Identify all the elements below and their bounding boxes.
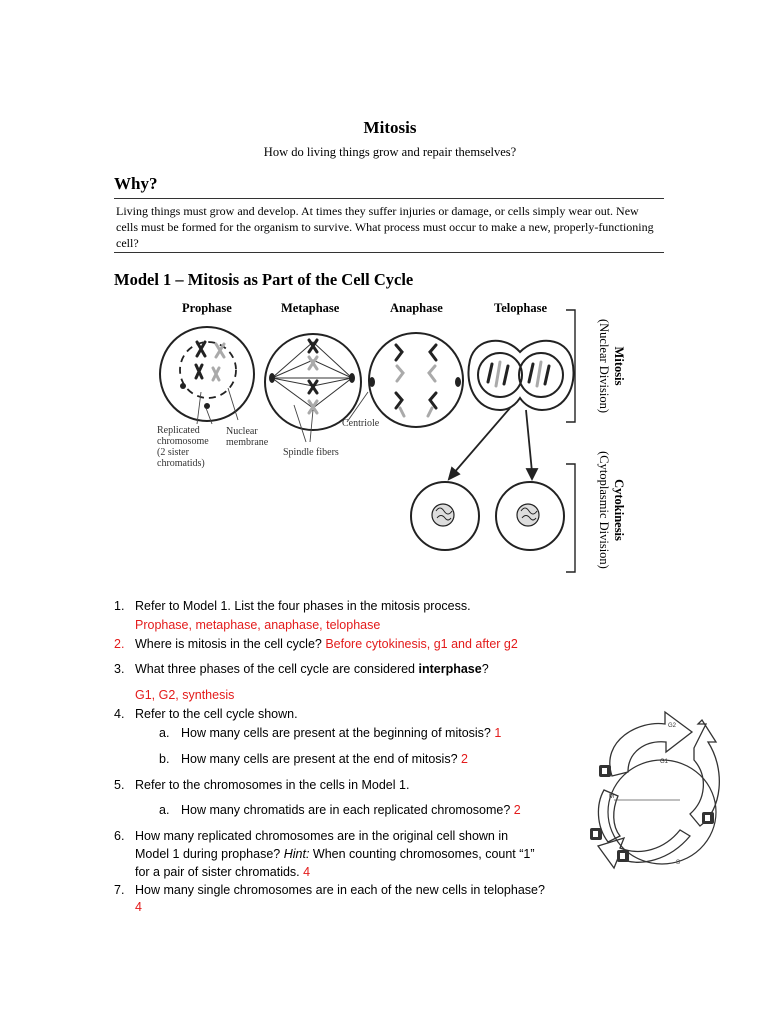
q1-number: 1. xyxy=(114,599,125,613)
q2-answer: Before cytokinesis, g1 and after g2 xyxy=(325,637,518,651)
q5a-line: How many chromatids are in each replicated chromosome? 2 xyxy=(181,803,521,817)
q6-number: 6. xyxy=(114,829,125,843)
q4b-letter: b. xyxy=(159,752,170,766)
q3-answer: G1, G2, synthesis xyxy=(135,688,235,702)
q2-line: Where is mitosis in the cell cycle? Before cytokinesis, g1 and after g2 xyxy=(135,637,518,651)
cycle-label-s: S xyxy=(676,860,681,866)
q4b-line: How many cells are present at the end of mitosis? 2 xyxy=(181,752,468,766)
why-text: Living things must grow and develop. At times they suffer injuries or damage, or cells simply wear out. New cells must be formed for the organism to survive. What process must occur to make a new, properly-functioning cell? xyxy=(116,204,654,250)
q1-text: Refer to Model 1. List the four phases in the mitosis process. xyxy=(135,599,471,613)
label-replicated-chromosome: Replicated chromosome (2 sister chromatids) xyxy=(157,425,209,469)
q2-number: 2. xyxy=(114,637,125,651)
q5a-letter: a. xyxy=(159,803,170,817)
phase-label-prophase: Prophase xyxy=(182,301,232,315)
q7-answer: 4 xyxy=(135,900,142,914)
page-title: Mitosis xyxy=(363,118,417,137)
cycle-label-g2: G2 xyxy=(668,723,677,729)
q4a-letter: a. xyxy=(159,726,170,740)
model-title: Model 1 – Mitosis as Part of the Cell Cycle xyxy=(114,270,414,289)
label-spindle-fibers: Spindle fibers xyxy=(283,447,339,458)
label-centriole: Centriole xyxy=(342,418,380,429)
q4a-answer: 1 xyxy=(494,726,502,740)
page-subtitle: How do living things grow and repair themselves? xyxy=(263,145,517,159)
cycle-label-g1: G1 xyxy=(660,759,669,765)
cycle-label-m: M xyxy=(609,794,614,800)
mitosis-side-label: Mitosis (Nuclear Division) xyxy=(597,318,626,414)
q4b-answer: 2 xyxy=(461,752,468,766)
q7-text: How many single chromosomes are in each of the new cells in telophase? xyxy=(135,883,545,897)
q3-text: What three phases of the cell cycle are considered interphase? xyxy=(135,662,489,676)
phase-label-metaphase: Metaphase xyxy=(281,301,340,315)
q5-number: 5. xyxy=(114,778,125,792)
q4a-line: How many cells are present at the beginning of mitosis? 1 xyxy=(181,726,502,740)
q4-number: 4. xyxy=(114,707,125,721)
q5-text: Refer to the chromosomes in the cells in Model 1. xyxy=(135,778,410,792)
q7-number: 7. xyxy=(114,883,125,897)
q4-text: Refer to the cell cycle shown. xyxy=(135,707,298,721)
q6-answer: 4 xyxy=(303,865,311,879)
phase-label-anaphase: Anaphase xyxy=(390,301,443,315)
label-nuclear-membrane: Nuclear membrane xyxy=(226,426,269,448)
q5a-answer: 2 xyxy=(513,803,521,817)
why-heading: Why? xyxy=(114,174,158,193)
q1-answer: Prophase, metaphase, anaphase, telophase xyxy=(135,618,381,632)
phase-label-telophase: Telophase xyxy=(494,301,548,315)
q3-number: 3. xyxy=(114,662,125,676)
q6-text: How many replicated chromosomes are in the original cell shown in Model 1 during prophase? Hint: When counting chromosomes, count “1” for a pair of sister chromatids. 4 xyxy=(135,829,535,879)
cytokinesis-side-label: Cytokinesis (Cytoplasmic Division) xyxy=(597,451,626,569)
